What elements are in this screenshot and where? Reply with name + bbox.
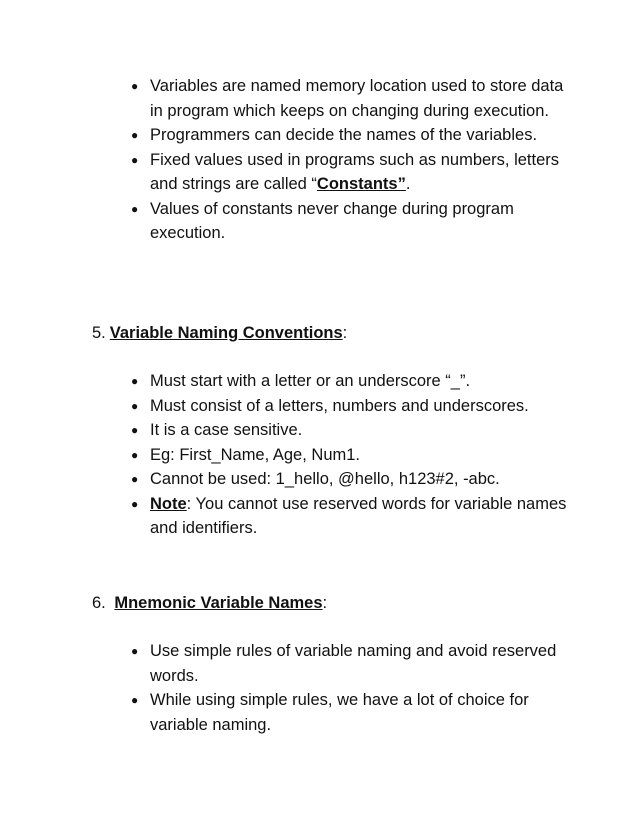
note-label: Note xyxy=(150,494,187,513)
list-item-text: Eg: First_Name, Age, Num1. xyxy=(150,445,360,464)
section-heading-mnemonic-names xyxy=(92,591,327,616)
bullet-icon: ● xyxy=(131,79,139,93)
bullet-icon: ● xyxy=(131,423,139,437)
constants-term: Constants” xyxy=(316,175,406,193)
list-item xyxy=(128,394,568,419)
list-item xyxy=(128,492,568,541)
bullet-icon: ● xyxy=(131,693,139,707)
bullet-icon: ● xyxy=(131,447,139,462)
list-item-text: Programmers can decide the names of the variables. xyxy=(150,126,538,144)
list-item-text: Variables are named memory location used to store data in program which keeps on changing during execution. xyxy=(150,77,564,120)
list-item xyxy=(128,369,568,394)
bullet-icon: ● xyxy=(131,472,139,486)
list-item-text: : You cannot use reserved words for variable names and identifiers. xyxy=(150,494,567,537)
list-item-text: Cannot be used: 1_hello, @hello, h123#2, -abc. xyxy=(150,470,500,488)
list-item xyxy=(128,74,568,123)
bullet-icon: ● xyxy=(131,201,139,216)
list-item xyxy=(128,197,568,246)
list-item xyxy=(128,443,568,468)
list-item xyxy=(128,688,568,737)
section-number: 5. xyxy=(92,324,106,342)
mnemonic-names-list xyxy=(128,639,568,737)
list-item-text: Use simple rules of variable naming and avoid reserved words. xyxy=(150,642,557,685)
list-item-text: While using simple rules, we have a lot of choice for variable naming. xyxy=(150,691,529,734)
section-heading-naming-conventions xyxy=(92,321,347,346)
list-item-text: Fixed values used in programs such as numbers, letters and strings are called “ xyxy=(150,150,560,193)
bullet-icon: ● xyxy=(131,398,139,413)
list-item-text: Must consist of a letters, numbers and underscores. xyxy=(150,396,529,415)
bullet-icon: ● xyxy=(131,374,139,388)
bullet-icon: ● xyxy=(131,644,139,658)
section-number: 6. xyxy=(92,594,106,612)
list-item-text: . xyxy=(405,175,411,193)
section-colon: : xyxy=(342,324,348,342)
section-title: Variable Naming Conventions xyxy=(109,324,343,342)
naming-conventions-list xyxy=(128,369,568,541)
list-item-text: Values of constants never change during program execution. xyxy=(150,199,514,242)
bullet-icon: ● xyxy=(131,496,139,511)
section-colon: : xyxy=(322,594,328,612)
section-title: Mnemonic Variable Names xyxy=(114,594,323,612)
list-item xyxy=(128,467,568,492)
bullet-icon: ● xyxy=(131,152,139,167)
bullet-icon: ● xyxy=(131,128,139,142)
variables-bullet-list xyxy=(128,74,568,246)
list-item xyxy=(128,639,568,688)
list-item xyxy=(128,148,568,197)
list-item-text: It is a case sensitive. xyxy=(150,421,303,439)
list-item-text: Must start with a letter or an underscore “_”. xyxy=(150,372,471,390)
list-item xyxy=(128,123,568,148)
list-item xyxy=(128,418,568,443)
